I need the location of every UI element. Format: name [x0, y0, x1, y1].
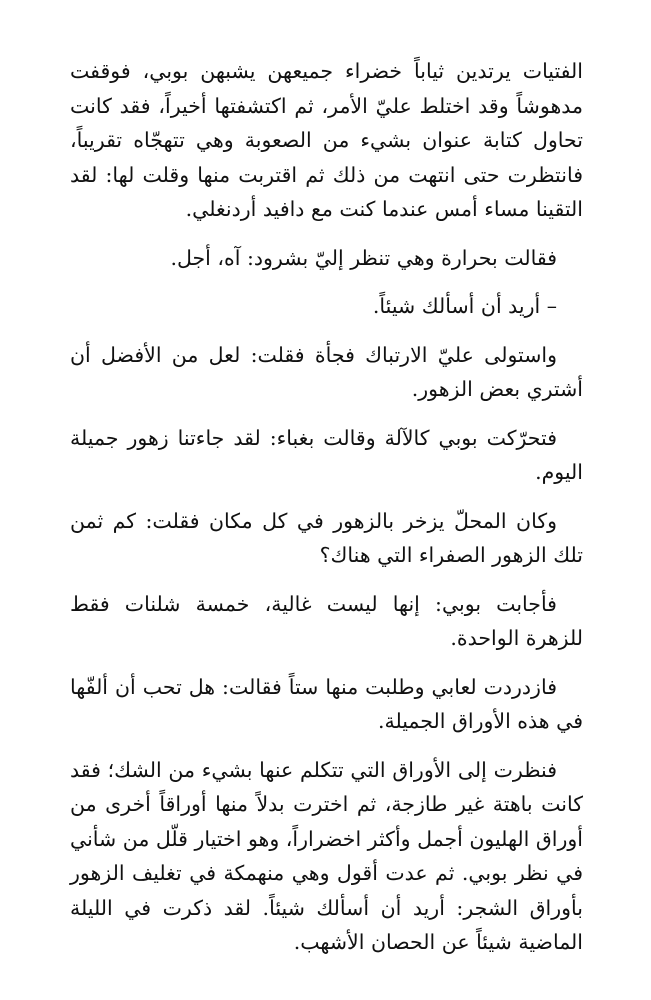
- paragraph: – أريد أن أسألك شيئاً.: [372, 294, 557, 318]
- paragraph: فقالت بحرارة وهي تنظر إليّ بشرود: آه، أجل.: [170, 245, 557, 270]
- paragraph: وكان المحلّ يزخر بالزهور في كل مكان فقلت: كم ثمن تلك الزهور الصفراء التي هناك؟: [70, 508, 583, 567]
- paragraph: الفتيات يرتدين ثياباً خضراء جميعهن يشبهن بوبي، فوقفت مدهوشاً وقد اختلط عليّ الأمر، ثم اكتشفتها أخيراً، فقد كانت تحاول كتابة عنوان بشيء من الصعوبة وهي تتهجّاه تقريباً، فانتظرت حتى انتهت من ذلك ثم اقتربت منها وقلت لها: لقد التقينا مساء أمس عندما كنت مع دافيد أردنغلي.: [70, 59, 583, 221]
- paragraph: فازدردت لعابي وطلبت منها ستاً فقالت: هل تحب أن ألفّها في هذه الأوراق الجميلة.: [70, 674, 583, 733]
- paragraph: فنظرت إلى الأوراق التي تتكلم عنها بشيء من الشك؛ فقد كانت باهتة غير طازجة، ثم اخترت بدلاً منها أوراقاً أخرى من أوراق الهليون أجمل وأكثر اخضراراً، وهو اختيار قلّل من شأني في نظر بوبي. ثم عدت أقول وهي منهمكة في تغليف الزهور بأوراق الشجر: أريد أن أسألك شيئاً. لقد ذكرت في الليلة الماضية شيئاً عن الحصان الأشهب.: [70, 757, 583, 954]
- book-page: [70, 54, 583, 974]
- paragraph: واستولى عليّ الارتباك فجأة فقلت: لعل من الأفضل أن أشتري بعض الزهور.: [70, 342, 583, 401]
- paragraph: فتحرّكت بوبي كالآلة وقالت بغباء: لقد جاءتنا زهور جميلة اليوم.: [70, 425, 583, 484]
- paragraph: فأجابت بوبي: إنها ليست غالية، خمسة شلنات فقط للزهرة الواحدة.: [70, 591, 583, 650]
